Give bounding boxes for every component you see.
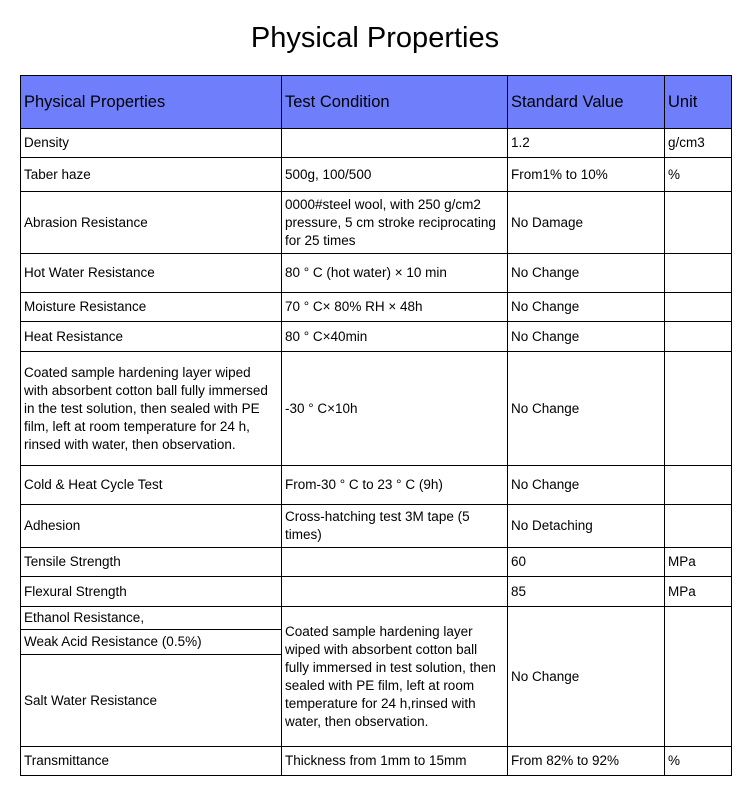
property-cell: Flexural Strength	[21, 577, 282, 607]
table-row	[21, 505, 732, 548]
value-cell: No Damage	[508, 192, 665, 254]
condition-cell: 500g, 100/500	[282, 158, 508, 192]
value-cell: No Detaching	[508, 505, 665, 548]
page-title: Physical Properties	[250, 22, 500, 54]
table-row	[21, 352, 732, 466]
unit-cell	[665, 293, 732, 322]
table-row	[21, 129, 732, 158]
unit-cell: %	[665, 158, 732, 192]
group-value-cell: No Change	[508, 607, 665, 747]
unit-cell	[665, 505, 732, 548]
table-row	[21, 466, 732, 505]
condition-cell: -30 ° C×10h	[282, 352, 508, 466]
property-cell: Abrasion Resistance	[21, 192, 282, 254]
table-row	[21, 254, 732, 293]
condition-cell: Cross-hatching test 3M tape (5 times)	[282, 505, 508, 548]
property-cell: Hot Water Resistance	[21, 254, 282, 293]
table-row	[21, 747, 732, 776]
property-cell: Cold & Heat Cycle Test	[21, 466, 282, 505]
header-standard-value: Standard Value	[508, 76, 665, 129]
table-row	[21, 577, 732, 607]
property-cell: Moisture Resistance	[21, 293, 282, 322]
table-row	[21, 293, 732, 322]
property-cell: Heat Resistance	[21, 322, 282, 352]
unit-cell	[665, 352, 732, 466]
property-cell: Tensile Strength	[21, 548, 282, 577]
value-cell: No Change	[508, 322, 665, 352]
value-cell: 1.2	[508, 129, 665, 158]
property-cell: Coated sample hardening layer wiped with absorbent cotton ball fully immersed in the test solution, then sealed with PE film, left at room temperature for 24 h, rinsed with water, then observation.	[21, 352, 282, 466]
value-cell: No Change	[508, 466, 665, 505]
condition-cell: 0000#steel wool, with 250 g/cm2 pressure, 5 cm stroke reciprocating for 25 times	[282, 192, 508, 254]
property-cell: Weak Acid Resistance (0.5%)	[21, 630, 282, 655]
header-unit: Unit	[665, 76, 732, 129]
table-row	[21, 192, 732, 254]
unit-cell: MPa	[665, 548, 732, 577]
unit-cell	[665, 192, 732, 254]
value-cell: From 82% to 92%	[508, 747, 665, 776]
table-row	[21, 322, 732, 352]
unit-cell: %	[665, 747, 732, 776]
unit-cell	[665, 254, 732, 293]
property-cell: Adhesion	[21, 505, 282, 548]
group-unit-cell	[665, 607, 732, 747]
condition-cell: 70 ° C× 80% RH × 48h	[282, 293, 508, 322]
value-cell: 60	[508, 548, 665, 577]
unit-cell	[665, 466, 732, 505]
property-cell: Ethanol Resistance,	[21, 607, 282, 630]
table-row	[21, 607, 732, 630]
value-cell: 85	[508, 577, 665, 607]
table-row	[21, 158, 732, 192]
properties-table	[20, 75, 732, 776]
condition-cell: Thickness from 1mm to 15mm	[282, 747, 508, 776]
unit-cell: g/cm3	[665, 129, 732, 158]
condition-cell: 80 ° C×40min	[282, 322, 508, 352]
value-cell: No Change	[508, 293, 665, 322]
table-row	[21, 548, 732, 577]
condition-cell	[282, 548, 508, 577]
unit-cell: MPa	[665, 577, 732, 607]
condition-cell: From-30 ° C to 23 ° C (9h)	[282, 466, 508, 505]
table-header-row	[21, 76, 732, 129]
value-cell: No Change	[508, 352, 665, 466]
value-cell: From1% to 10%	[508, 158, 665, 192]
condition-cell	[282, 577, 508, 607]
unit-cell	[665, 322, 732, 352]
header-physical-properties: Physical Properties	[21, 76, 282, 129]
property-cell: Salt Water Resistance	[21, 655, 282, 747]
header-test-condition: Test Condition	[282, 76, 508, 129]
property-cell: Density	[21, 129, 282, 158]
condition-cell	[282, 129, 508, 158]
value-cell: No Change	[508, 254, 665, 293]
condition-cell: 80 ° C (hot water) × 10 min	[282, 254, 508, 293]
group-condition-cell: Coated sample hardening layer wiped with absorbent cotton ball fully immersed in test solution, then sealed with PE film, left at room temperature for 24 h,rinsed with water, then observation.	[282, 607, 508, 747]
property-cell: Taber haze	[21, 158, 282, 192]
property-cell: Transmittance	[21, 747, 282, 776]
